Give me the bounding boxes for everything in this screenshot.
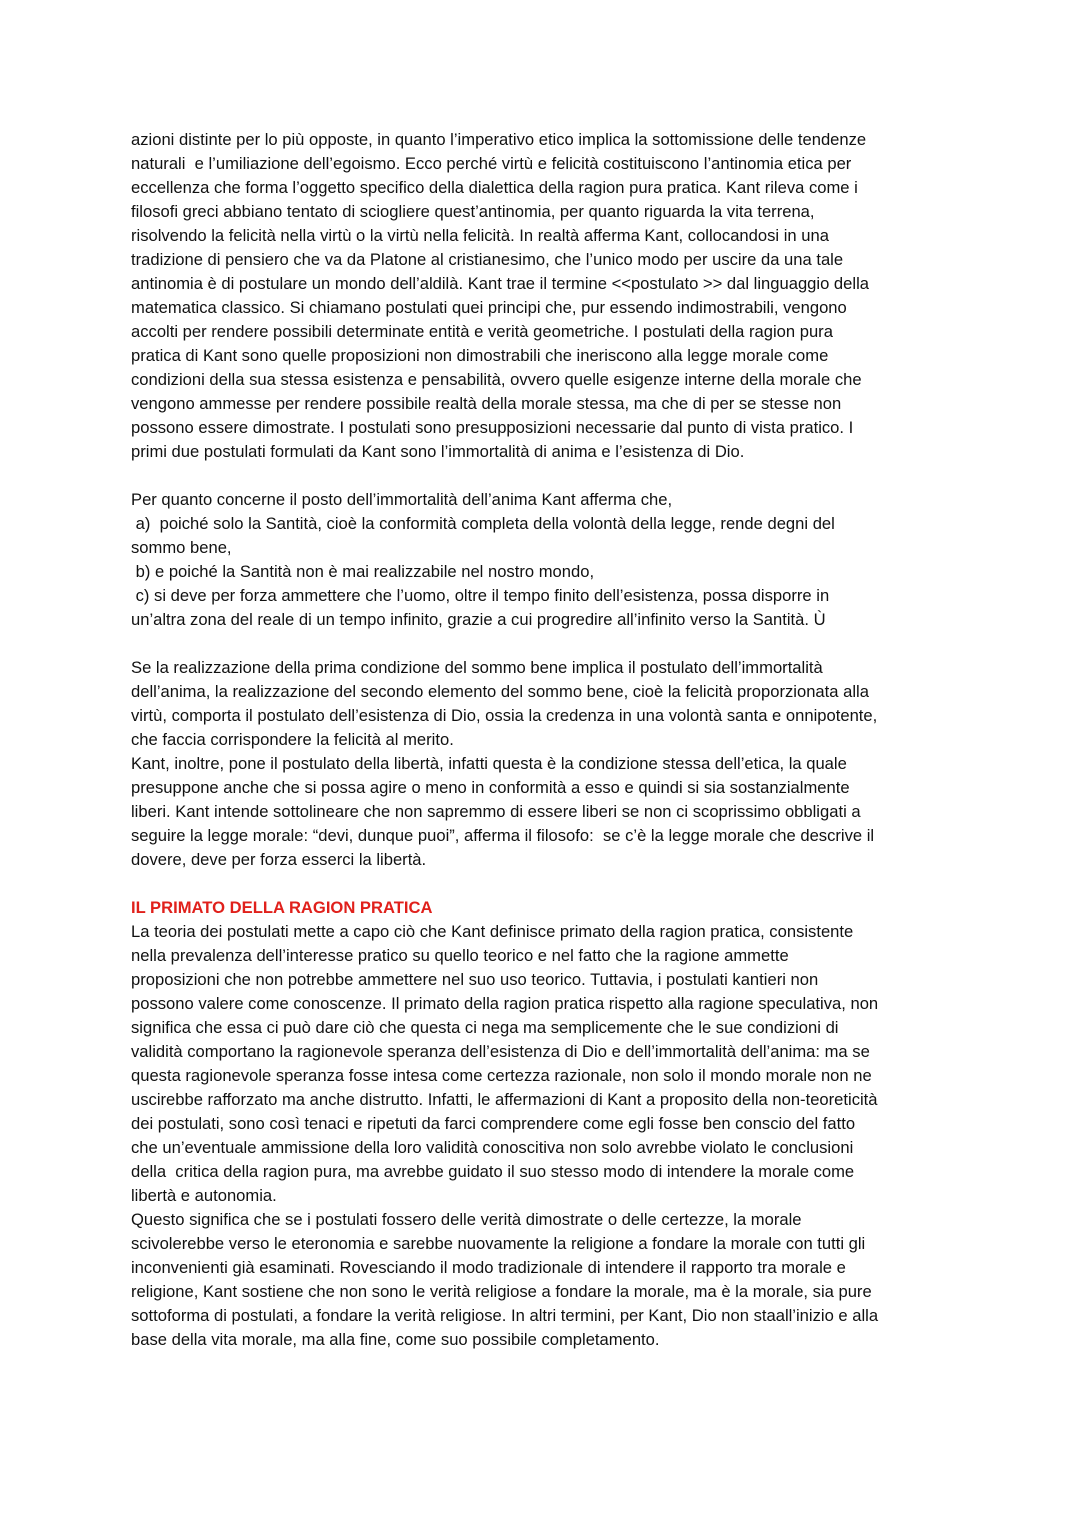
text-line: risolvendo la felicità nella virtù o la virtù nella felicità. In realtà afferma Kant, collocandosi in una (131, 226, 829, 245)
text-line: validità comportano la ragionevole speranza dell’esistenza di Dio e dell’immortalità dell’anima: ma se (131, 1042, 870, 1061)
text-line: matematica classico. Si chiamano postulati quei principi che, pur essendo indimostrabili, vengono (131, 298, 847, 317)
text-line: accolti per rendere possibili determinate entità e verità geometriche. I postulati della ragion pura (131, 322, 833, 341)
text-line: naturali e l’umiliazione dell’egoismo. Ecco perché virtù e felicità costituiscono l’antinomia etica per (131, 154, 852, 173)
text-line: Kant, inoltre, pone il postulato della libertà, infatti questa è la condizione stessa dell’etica, la quale (131, 754, 847, 773)
text-line: scivolerebbe verso le eteronomia e sarebbe nuovamente la religione a fondare la morale con tutti gli (131, 1234, 866, 1253)
text-line: liberi. Kant intende sottolineare che non sapremmo di essere liberi se non ci scoprissimo obbligati a (131, 802, 861, 821)
text-line: eccellenza che forma l’oggetto specifico della dialettica della ragion pura pratica. Kant rileva come i (131, 178, 858, 197)
text-line: dell’anima, la realizzazione del secondo elemento del sommo bene, cioè la felicità proporzionata alla (131, 682, 869, 701)
paragraph-spacer (131, 464, 961, 488)
text-line: seguire la legge morale: “devi, dunque puoi”, afferma il filosofo: se c’è la legge morale che descrive il (131, 826, 875, 845)
text-line: proposizioni che non potrebbe ammettere nel suo uso teorico. Tuttavia, i postulati kantieri non (131, 970, 819, 989)
text-line: primi due postulati formulati da Kant sono l’immortalità di anima e l’esistenza di Dio. (131, 442, 745, 461)
text-line: c) si deve per forza ammettere che l’uomo, oltre il tempo finito dell’esistenza, possa disporre in (131, 586, 830, 605)
text-line: sottoforma di postulati, a fondare la verità religiose. In altri termini, per Kant, Dio non staall’inizio e alla (131, 1306, 879, 1325)
paragraph-spacer (131, 632, 961, 656)
text-line: della critica della ragion pura, ma avrebbe guidato il suo stesso modo di intendere la morale come (131, 1162, 855, 1181)
paragraph-god-freedom-postulate (131, 656, 961, 872)
paragraph-primacy-practical-reason (131, 920, 961, 1352)
section-heading: IL PRIMATO DELLA RAGION PRATICA (131, 898, 433, 917)
text-line: condizioni della sua stessa esistenza e pensabilità, ovvero quelle esigenze interne della morale che (131, 370, 862, 389)
paragraph-immortality-postulate (131, 488, 961, 632)
paragraph-virtue-happiness (131, 128, 961, 464)
text-line: dei postulati, sono così tenaci e ripetuti da farci comprendere come egli fosse ben conscio del fatto (131, 1114, 856, 1133)
text-line: religione, Kant sostiene che non sono le verità religiose a fondare la morale, ma è la morale, sia pure (131, 1282, 872, 1301)
text-line: dovere, deve per forza esserci la libertà. (131, 850, 427, 869)
text-line: Se la realizzazione della prima condizione del sommo bene implica il postulato dell’immortalità (131, 658, 823, 677)
text-line: un’altra zona del reale di un tempo infinito, grazie a cui progredire all’infinito verso la Santità. Ù (131, 610, 826, 629)
text-line: libertà e autonomia. (131, 1186, 277, 1205)
text-line: La teoria dei postulati mette a capo ciò che Kant definisce primato della ragion pratica, consistente (131, 922, 854, 941)
text-line: a) poiché solo la Santità, cioè la conformità completa della volontà della legge, rende degni del (131, 514, 835, 533)
text-line: presuppone anche che si possa agire o meno in conformità a esso e quindi si sia sostanzialmente (131, 778, 850, 797)
text-line: antinomia è di postulare un mondo dell’aldilà. Kant trae il termine <<postulato >> dal linguaggio della (131, 274, 869, 293)
text-line: uscirebbe rafforzato ma anche distrutto. Infatti, le affermazioni di Kant a proposito della non-teoreticità (131, 1090, 878, 1109)
document-page (131, 128, 961, 1352)
text-line: vengono ammesse per rendere possibile realtà della morale stessa, ma che di per se stesse non (131, 394, 842, 413)
text-line: sommo bene, (131, 538, 232, 557)
text-line: inconvenienti già esaminati. Rovesciando il modo tradizionale di intendere il rapporto tra morale e (131, 1258, 846, 1277)
text-line: tradizione di pensiero che va da Platone al cristianesimo, che l’unico modo per uscire da una tale (131, 250, 844, 269)
text-line: nella prevalenza dell’interesse pratico su quello teorico e nel fatto che la ragione ammette (131, 946, 789, 965)
text-line: Questo significa che se i postulati fossero delle verità dimostrate o delle certezze, la morale (131, 1210, 802, 1229)
text-line: b) e poiché la Santità non è mai realizzabile nel nostro mondo, (131, 562, 595, 581)
text-line: pratica di Kant sono quelle proposizioni non dimostrabili che ineriscono alla legge morale come (131, 346, 829, 365)
text-line: che faccia corrispondere la felicità al merito. (131, 730, 454, 749)
text-line: filosofi greci abbiano tentato di sciogliere quest’antinomia, per quanto riguarda la vita terrena, (131, 202, 815, 221)
text-line: che un’eventuale ammissione della loro validità conoscitiva non solo avrebbe violato le conclusioni (131, 1138, 854, 1157)
text-line: possono valere come conoscenze. Il primato della ragion pratica rispetto alla ragione speculativa, non (131, 994, 879, 1013)
text-line: base della vita morale, ma alla fine, come suo possibile completamento. (131, 1330, 660, 1349)
text-line: possono essere dimostrate. I postulati sono presupposizioni necessarie dal punto di vista pratico. I (131, 418, 854, 437)
text-line: significa che essa ci può dare ciò che questa ci nega ma semplicemente che le sue condizioni di (131, 1018, 839, 1037)
text-line: Per quanto concerne il posto dell’immortalità dell’anima Kant afferma che, (131, 490, 673, 509)
text-line: azioni distinte per lo più opposte, in quanto l’imperativo etico implica la sottomissione delle tendenze (131, 130, 867, 149)
text-line: virtù, comporta il postulato dell’esistenza di Dio, ossia la credenza in una volontà santa e onnipotente, (131, 706, 878, 725)
paragraph-spacer (131, 872, 961, 896)
text-line: questa ragionevole speranza fosse intesa come certezza razionale, non solo il mondo morale non ne (131, 1066, 872, 1085)
